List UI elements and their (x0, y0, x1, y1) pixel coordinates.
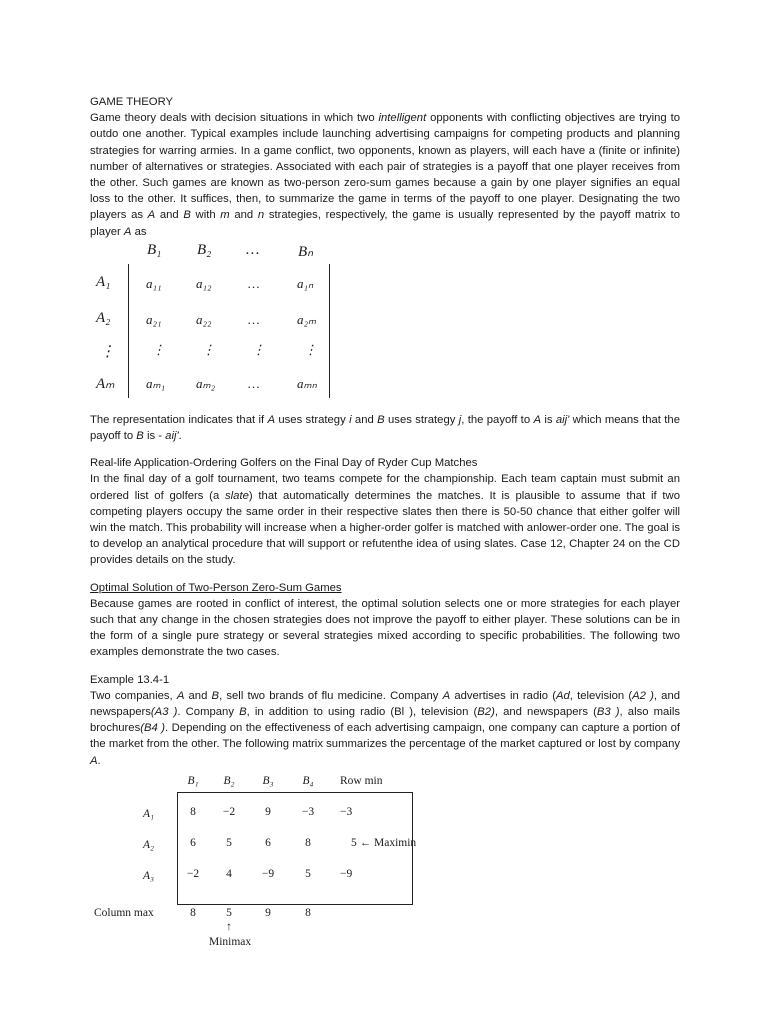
example-cell: 8 (305, 836, 311, 849)
section-title-optimal-solution: Optimal Solution of Two-Person Zero-Sum Games (90, 581, 342, 594)
real-life-paragraph: In the final day of a golf tournament, two teams compete for the championship. Each team captain must submit an ordered list of golfers (a slate) that automatically determines the matches. It is plausible to assume that if two competing players occupy the same order in their respective slates then there is 50-50 chance that either golfer will win the match. This probability will increase when a higher-order golfer is matched with anlower-order one. The goal is to develop an analytical procedure that will support or refutenthe idea of using slates. Case 12, Chapter 24 on the CD provides details on the study. (90, 473, 680, 567)
example-cell: 8 (190, 805, 196, 818)
matrix-cell: … (248, 311, 260, 327)
minimax-label: Minimax (209, 935, 252, 948)
example-cell: −2 (222, 805, 236, 818)
example-cell: 6 (265, 836, 271, 849)
example-cell: −3 (301, 805, 315, 818)
matrix-row-label: A₁ (96, 273, 111, 290)
example-paragraph: Two companies, A and B, sell two brands of flu medicine. Company A advertises in radio (Ad, television (A2 ), and newspapers(A3 ). Company B, in addition to using radio (Bl ), television (B2), and newspapers (B3 ), also mails brochures(B4 ). Depending on the effectiveness of each advertising campaign, one company can capture a portion of the market from the other. The following matrix summarizes the percentage of the market captured or lost by company A. (90, 689, 681, 767)
row-min-value: 5 ← Maximin (351, 836, 417, 849)
example-cell: 4 (226, 867, 232, 880)
example-row-label: A₂ (143, 838, 155, 851)
example-col-header: B₃ (262, 774, 274, 787)
example-col-header: B₁ (187, 774, 199, 787)
matrix-cell: ⋮ (152, 341, 165, 357)
matrix-cell: a₁₂ (196, 275, 212, 291)
column-max-value: 8 (190, 906, 196, 919)
example-cell: −9 (261, 867, 275, 880)
example-cell: −2 (186, 867, 200, 880)
matrix-col-header: Bₙ (298, 243, 314, 260)
intro-paragraph: Game theory deals with decision situations in which two intelligent opponents with conflicting objectives are trying to outdo one another. Typical examples include launching advertising campaigns for competing products and planning strategies for warring armies. In a game conflict, two opponents, known as players, will each have a (finite or infinite) number of alternatives or strategies. Associated with each pair of strategies is a payoff that one player receives from the other. Such games are known as two-person zero-sum games because a gain by one player signifies an equal loss to the other. It suffices, then, to summarize the game in terms of the payoff to one player. Designating the two players as A and B with m and n strategies, respectively, the game is usually represented by the payoff matrix to player A as (90, 112, 681, 238)
representation-paragraph: The representation indicates that if A uses strategy i and B uses strategy j, the payoff to A is aij' which means that the payoff to B is - aij'. (90, 413, 680, 443)
matrix-col-header: B₁ (147, 241, 162, 258)
matrix-cell: a₂₂ (196, 311, 212, 327)
matrix-cell: a₁ₙ (297, 275, 314, 291)
optimal-solution-paragraph: Because games are rooted in conflict of interest, the optimal solution selects one or more strategies for each player such that any change in the chosen strategies does not improve the payoff to either player. These solutions can be in the form of a single pure strategy or several strategies mixed according to specific probabilities. The following two examples demonstrate the two cases. (90, 597, 680, 659)
example-title: Example 13.4-1 (90, 673, 170, 686)
matrix-col-header: B₂ (197, 241, 212, 258)
matrix-row-label: A₂ (96, 309, 111, 326)
example-cell: 5 (305, 867, 311, 880)
section-title-game-theory: GAME THEORY (90, 96, 174, 108)
example-row-label: A₃ (143, 869, 155, 882)
example-payoff-table (90, 775, 430, 950)
section-title-real-life: Real-life Application-Ordering Golfers on the Final Day of Ryder Cup Matches (90, 457, 478, 470)
row-min-value: −3 (340, 805, 353, 818)
row-min-value: −9 (340, 867, 353, 880)
example-cell: 9 (265, 805, 271, 818)
document-page (90, 94, 680, 950)
matrix-row-label: ⋮ (100, 343, 115, 360)
matrix-cell: … (248, 275, 260, 291)
payoff-matrix (90, 240, 340, 400)
matrix-cell: aₘ₂ (196, 375, 216, 391)
matrix-cell: … (248, 375, 260, 391)
matrix-cell: aₘₙ (297, 375, 317, 391)
matrix-row-label: Aₘ (96, 375, 115, 392)
matrix-cell: ⋮ (304, 341, 317, 357)
matrix-cell: aₘ₁ (146, 375, 166, 391)
example-row-label: A₁ (143, 807, 155, 820)
column-max-value: 8 (305, 906, 311, 919)
row-min-header: Row min (340, 774, 383, 787)
example-col-header: B₂ (223, 774, 235, 787)
matrix-cell: ⋮ (202, 341, 215, 357)
example-col-header: B₄ (302, 774, 314, 787)
matrix-cell: a₂ₘ (297, 311, 317, 327)
matrix-cell: ⋮ (252, 341, 265, 357)
example-cell: 6 (190, 836, 196, 849)
matrix-cell: a₂₁ (146, 311, 162, 327)
column-max-label: Column max (94, 906, 154, 919)
column-max-value: 5 (226, 906, 232, 919)
example-cell: 5 (226, 836, 232, 849)
matrix-col-header: … (246, 241, 260, 258)
matrix-cell: a₁₁ (146, 275, 162, 291)
column-max-value: 9 (265, 906, 271, 919)
minimax-arrow-icon: ↑ (226, 920, 232, 933)
